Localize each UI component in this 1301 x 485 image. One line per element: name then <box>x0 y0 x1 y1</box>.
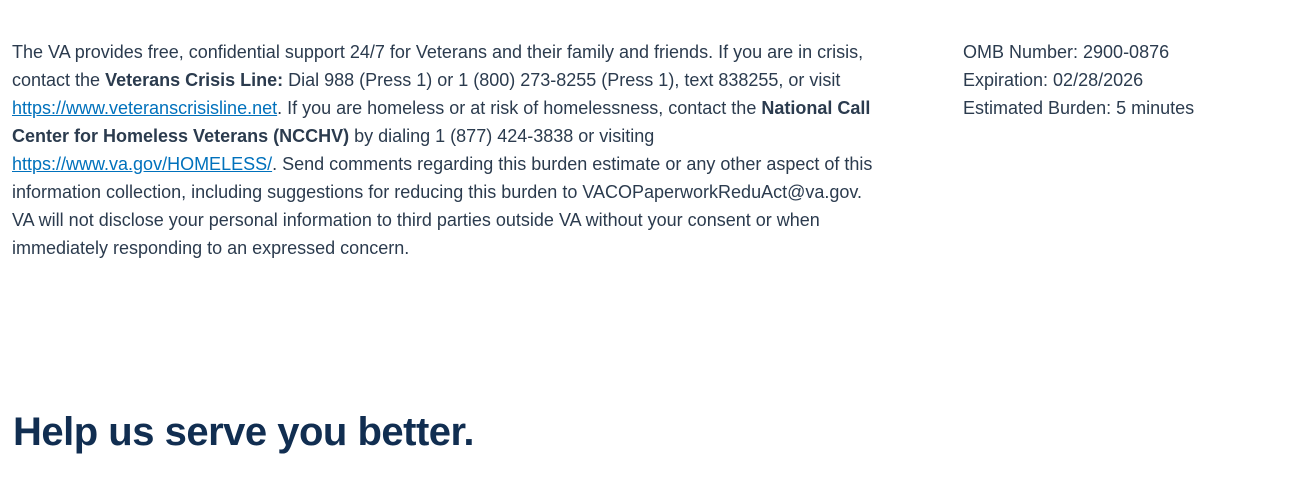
inline-link[interactable]: https://www.va.gov/HOMELESS/ <box>12 154 273 174</box>
omb-info <box>963 38 1194 122</box>
intro-paragraph <box>12 38 884 262</box>
bold-run: Veterans Crisis Line: <box>105 70 284 90</box>
omb-burden-line: Estimated Burden: 5 minutes <box>963 98 1195 118</box>
text-run: by dialing 1 (877) 424-3838 or visiting <box>349 126 655 146</box>
text-run: Dial 988 (Press 1) or 1 (800) 273-8255 (Press 1), text 838255, or visit <box>283 70 841 90</box>
omb-number-line: OMB Number: 2900-0876 <box>963 42 1170 62</box>
omb-expiration-line: Expiration: 02/28/2026 <box>963 70 1144 90</box>
text-run: . If you are homeless or at risk of homelessness, contact the <box>277 98 762 118</box>
text-run: The VA provides free, confidential support 24/7 for Veterans and their family and friends. If you are in crisis, contact the <box>12 42 864 90</box>
inline-link[interactable]: https://www.veteranscrisisline.net <box>12 98 278 118</box>
text-run: . Send comments regarding this burden estimate or any other aspect of this information collection, including suggestions for reducing this burden to VACOPaperworkReduAct@va.gov. VA will not disclose your personal information to third parties outside VA without your consent or when immediately responding to an expressed concern. <box>12 154 873 258</box>
page-title: Help us serve you better. <box>13 410 475 454</box>
bold-run: National Call Center for Homeless Veterans (NCCHV) <box>12 98 871 146</box>
